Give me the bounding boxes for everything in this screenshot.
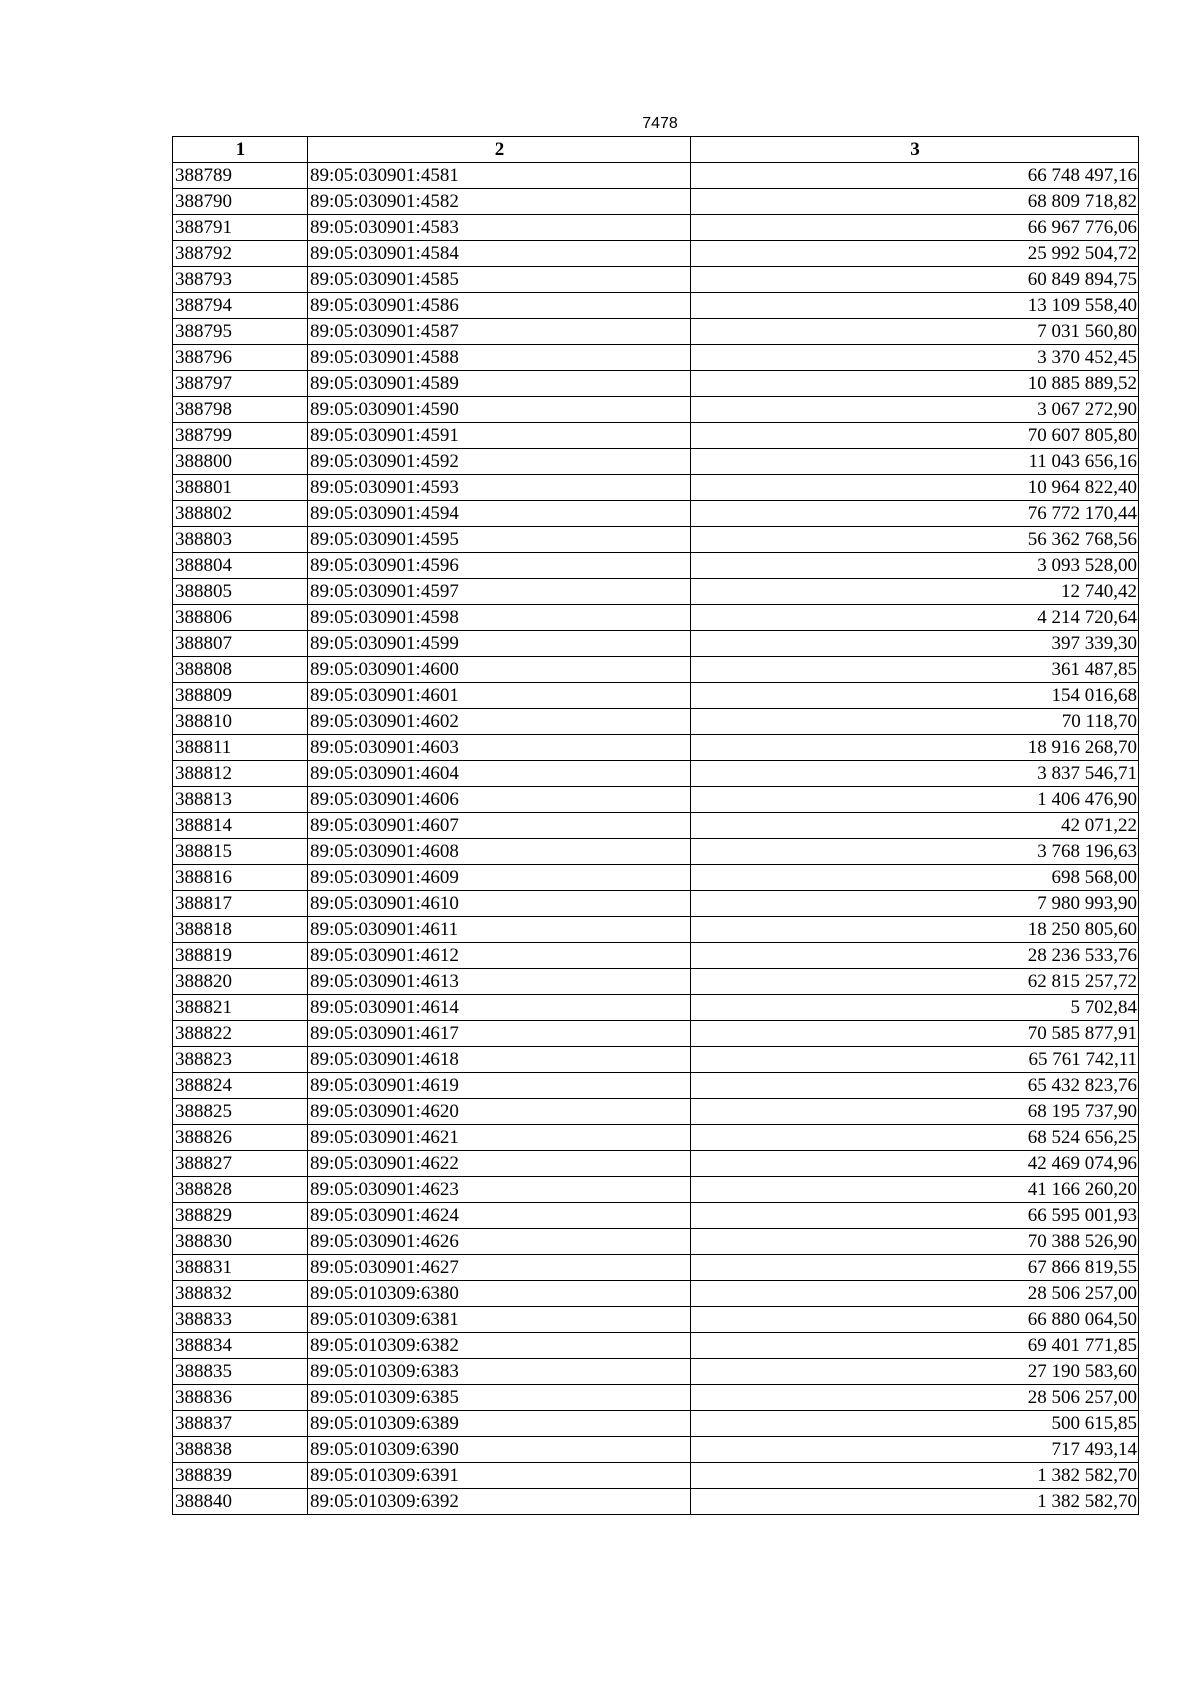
value-cell: 12 740,42 — [691, 579, 1139, 605]
header-row — [173, 137, 1139, 163]
row-number-cell: 388800 — [173, 449, 308, 475]
row-number-cell: 388828 — [173, 1177, 308, 1203]
table-row — [173, 813, 1139, 839]
value-cell: 5 702,84 — [691, 995, 1139, 1021]
row-number-cell: 388833 — [173, 1307, 308, 1333]
row-number-cell: 388840 — [173, 1489, 308, 1515]
value-cell: 10 964 822,40 — [691, 475, 1139, 501]
table-row — [173, 761, 1139, 787]
cadastral-number-cell: 89:05:030901:4620 — [308, 1099, 691, 1125]
column-header-3: 3 — [691, 137, 1139, 163]
row-number-cell: 388829 — [173, 1203, 308, 1229]
row-number-cell: 388818 — [173, 917, 308, 943]
value-cell: 3 837 546,71 — [691, 761, 1139, 787]
table-row — [173, 1203, 1139, 1229]
value-cell: 68 195 737,90 — [691, 1099, 1139, 1125]
cadastral-number-cell: 89:05:030901:4597 — [308, 579, 691, 605]
row-number-cell: 388810 — [173, 709, 308, 735]
row-number-cell: 388832 — [173, 1281, 308, 1307]
value-cell: 76 772 170,44 — [691, 501, 1139, 527]
page-number: 7478 — [642, 115, 678, 132]
table-row — [173, 527, 1139, 553]
table-row — [173, 267, 1139, 293]
row-number-cell: 388790 — [173, 189, 308, 215]
table-row — [173, 319, 1139, 345]
value-cell: 154 016,68 — [691, 683, 1139, 709]
cadastral-number-cell: 89:05:030901:4600 — [308, 657, 691, 683]
column-header-2: 2 — [308, 137, 691, 163]
table-row — [173, 839, 1139, 865]
cadastral-number-cell: 89:05:030901:4604 — [308, 761, 691, 787]
value-cell: 11 043 656,16 — [691, 449, 1139, 475]
cadastral-number-cell: 89:05:030901:4626 — [308, 1229, 691, 1255]
cadastral-number-cell: 89:05:030901:4590 — [308, 397, 691, 423]
row-number-cell: 388793 — [173, 267, 308, 293]
row-number-cell: 388804 — [173, 553, 308, 579]
cadastral-number-cell: 89:05:030901:4583 — [308, 215, 691, 241]
value-cell: 18 916 268,70 — [691, 735, 1139, 761]
cadastral-number-cell: 89:05:030901:4608 — [308, 839, 691, 865]
value-cell: 3 768 196,63 — [691, 839, 1139, 865]
row-number-cell: 388798 — [173, 397, 308, 423]
row-number-cell: 388827 — [173, 1151, 308, 1177]
row-number-cell: 388797 — [173, 371, 308, 397]
row-number-cell: 388802 — [173, 501, 308, 527]
cadastral-number-cell: 89:05:030901:4594 — [308, 501, 691, 527]
table-row — [173, 397, 1139, 423]
row-number-cell: 388836 — [173, 1385, 308, 1411]
cadastral-number-cell: 89:05:030901:4599 — [308, 631, 691, 657]
row-number-cell: 388819 — [173, 943, 308, 969]
row-number-cell: 388812 — [173, 761, 308, 787]
table-row — [173, 605, 1139, 631]
table-row — [173, 345, 1139, 371]
value-cell: 70 388 526,90 — [691, 1229, 1139, 1255]
table-row — [173, 1333, 1139, 1359]
row-number-cell: 388822 — [173, 1021, 308, 1047]
table-row — [173, 917, 1139, 943]
table-body — [173, 163, 1139, 1515]
row-number-cell: 388792 — [173, 241, 308, 267]
cadastral-number-cell: 89:05:030901:4618 — [308, 1047, 691, 1073]
value-cell: 18 250 805,60 — [691, 917, 1139, 943]
table-row — [173, 1151, 1139, 1177]
row-number-cell: 388823 — [173, 1047, 308, 1073]
table-row — [173, 215, 1139, 241]
cadastral-number-cell: 89:05:030901:4612 — [308, 943, 691, 969]
table-row — [173, 1359, 1139, 1385]
row-number-cell: 388837 — [173, 1411, 308, 1437]
row-number-cell: 388795 — [173, 319, 308, 345]
row-number-cell: 388834 — [173, 1333, 308, 1359]
value-cell: 68 524 656,25 — [691, 1125, 1139, 1151]
table-row — [173, 709, 1139, 735]
cadastral-number-cell: 89:05:030901:4584 — [308, 241, 691, 267]
value-cell: 717 493,14 — [691, 1437, 1139, 1463]
row-number-cell: 388835 — [173, 1359, 308, 1385]
table-row — [173, 969, 1139, 995]
value-cell: 500 615,85 — [691, 1411, 1139, 1437]
table-row — [173, 1021, 1139, 1047]
value-cell: 1 382 582,70 — [691, 1463, 1139, 1489]
table-row — [173, 293, 1139, 319]
row-number-cell: 388815 — [173, 839, 308, 865]
value-cell: 1 406 476,90 — [691, 787, 1139, 813]
row-number-cell: 388816 — [173, 865, 308, 891]
cadastral-number-cell: 89:05:030901:4582 — [308, 189, 691, 215]
value-cell: 361 487,85 — [691, 657, 1139, 683]
value-cell: 7 031 560,80 — [691, 319, 1139, 345]
value-cell: 3 370 452,45 — [691, 345, 1139, 371]
row-number-cell: 388838 — [173, 1437, 308, 1463]
row-number-cell: 388826 — [173, 1125, 308, 1151]
cadastral-number-cell: 89:05:030901:4596 — [308, 553, 691, 579]
table-row — [173, 1073, 1139, 1099]
table-row — [173, 163, 1139, 189]
row-number-cell: 388803 — [173, 527, 308, 553]
row-number-cell: 388805 — [173, 579, 308, 605]
row-number-cell: 388821 — [173, 995, 308, 1021]
cadastral-number-cell: 89:05:030901:4621 — [308, 1125, 691, 1151]
cadastral-number-cell: 89:05:030901:4589 — [308, 371, 691, 397]
cadastral-number-cell: 89:05:010309:6390 — [308, 1437, 691, 1463]
cadastral-number-cell: 89:05:030901:4624 — [308, 1203, 691, 1229]
table-row — [173, 995, 1139, 1021]
row-number-cell: 388813 — [173, 787, 308, 813]
table-row — [173, 683, 1139, 709]
table-row — [173, 787, 1139, 813]
cadastral-number-cell: 89:05:030901:4607 — [308, 813, 691, 839]
row-number-cell: 388791 — [173, 215, 308, 241]
value-cell: 13 109 558,40 — [691, 293, 1139, 319]
value-cell: 25 992 504,72 — [691, 241, 1139, 267]
row-number-cell: 388817 — [173, 891, 308, 917]
cadastral-number-cell: 89:05:030901:4595 — [308, 527, 691, 553]
table-row — [173, 449, 1139, 475]
value-cell: 397 339,30 — [691, 631, 1139, 657]
table-row — [173, 1385, 1139, 1411]
value-cell: 1 382 582,70 — [691, 1489, 1139, 1515]
table-row — [173, 1489, 1139, 1515]
value-cell: 65 761 742,11 — [691, 1047, 1139, 1073]
value-cell: 67 866 819,55 — [691, 1255, 1139, 1281]
value-cell: 69 401 771,85 — [691, 1333, 1139, 1359]
cadastral-number-cell: 89:05:030901:4581 — [308, 163, 691, 189]
value-cell: 41 166 260,20 — [691, 1177, 1139, 1203]
cadastral-number-cell: 89:05:010309:6385 — [308, 1385, 691, 1411]
value-cell: 28 506 257,00 — [691, 1281, 1139, 1307]
row-number-cell: 388820 — [173, 969, 308, 995]
cadastral-number-cell: 89:05:030901:4593 — [308, 475, 691, 501]
table-row — [173, 1255, 1139, 1281]
table-row — [173, 189, 1139, 215]
value-cell: 28 506 257,00 — [691, 1385, 1139, 1411]
table-row — [173, 657, 1139, 683]
cadastral-number-cell: 89:05:030901:4586 — [308, 293, 691, 319]
value-cell: 28 236 533,76 — [691, 943, 1139, 969]
row-number-cell: 388789 — [173, 163, 308, 189]
table-row — [173, 1047, 1139, 1073]
table-row — [173, 1463, 1139, 1489]
value-cell: 65 432 823,76 — [691, 1073, 1139, 1099]
cadastral-number-cell: 89:05:030901:4602 — [308, 709, 691, 735]
value-cell: 3 093 528,00 — [691, 553, 1139, 579]
table-row — [173, 1281, 1139, 1307]
cadastral-number-cell: 89:05:030901:4603 — [308, 735, 691, 761]
cadastral-number-cell: 89:05:010309:6380 — [308, 1281, 691, 1307]
cadastral-number-cell: 89:05:030901:4588 — [308, 345, 691, 371]
row-number-cell: 388809 — [173, 683, 308, 709]
row-number-cell: 388824 — [173, 1073, 308, 1099]
row-number-cell: 388806 — [173, 605, 308, 631]
cadastral-number-cell: 89:05:030901:4591 — [308, 423, 691, 449]
value-cell: 66 880 064,50 — [691, 1307, 1139, 1333]
table-row — [173, 735, 1139, 761]
row-number-cell: 388814 — [173, 813, 308, 839]
cadastral-number-cell: 89:05:030901:4613 — [308, 969, 691, 995]
cadastral-number-cell: 89:05:010309:6381 — [308, 1307, 691, 1333]
table-row — [173, 891, 1139, 917]
cadastral-number-cell: 89:05:030901:4598 — [308, 605, 691, 631]
table-row — [173, 579, 1139, 605]
value-cell: 70 118,70 — [691, 709, 1139, 735]
cadastral-number-cell: 89:05:030901:4623 — [308, 1177, 691, 1203]
value-cell: 698 568,00 — [691, 865, 1139, 891]
value-cell: 56 362 768,56 — [691, 527, 1139, 553]
row-number-cell: 388799 — [173, 423, 308, 449]
cadastral-number-cell: 89:05:030901:4585 — [308, 267, 691, 293]
table-row — [173, 501, 1139, 527]
row-number-cell: 388830 — [173, 1229, 308, 1255]
table-row — [173, 631, 1139, 657]
value-cell: 7 980 993,90 — [691, 891, 1139, 917]
cadastral-number-cell: 89:05:030901:4617 — [308, 1021, 691, 1047]
table-row — [173, 1411, 1139, 1437]
row-number-cell: 388801 — [173, 475, 308, 501]
cadastral-number-cell: 89:05:010309:6392 — [308, 1489, 691, 1515]
row-number-cell: 388796 — [173, 345, 308, 371]
value-cell: 10 885 889,52 — [691, 371, 1139, 397]
table-row — [173, 1099, 1139, 1125]
cadastral-number-cell: 89:05:030901:4619 — [308, 1073, 691, 1099]
table-row — [173, 1229, 1139, 1255]
table-row — [173, 1437, 1139, 1463]
cadastral-number-cell: 89:05:030901:4609 — [308, 865, 691, 891]
cadastral-number-cell: 89:05:030901:4587 — [308, 319, 691, 345]
column-header-1: 1 — [173, 137, 308, 163]
row-number-cell: 388825 — [173, 1099, 308, 1125]
cadastral-number-cell: 89:05:030901:4611 — [308, 917, 691, 943]
value-cell: 42 071,22 — [691, 813, 1139, 839]
value-cell: 27 190 583,60 — [691, 1359, 1139, 1385]
table-row — [173, 1307, 1139, 1333]
cadastral-number-cell: 89:05:030901:4592 — [308, 449, 691, 475]
value-cell: 66 967 776,06 — [691, 215, 1139, 241]
table-row — [173, 475, 1139, 501]
register-table — [172, 136, 1139, 1515]
cadastral-number-cell: 89:05:030901:4627 — [308, 1255, 691, 1281]
value-cell: 3 067 272,90 — [691, 397, 1139, 423]
table-row — [173, 943, 1139, 969]
row-number-cell: 388794 — [173, 293, 308, 319]
value-cell: 42 469 074,96 — [691, 1151, 1139, 1177]
value-cell: 70 607 805,80 — [691, 423, 1139, 449]
cadastral-number-cell: 89:05:030901:4601 — [308, 683, 691, 709]
cadastral-number-cell: 89:05:030901:4610 — [308, 891, 691, 917]
cadastral-number-cell: 89:05:010309:6383 — [308, 1359, 691, 1385]
value-cell: 60 849 894,75 — [691, 267, 1139, 293]
table-row — [173, 423, 1139, 449]
table-row — [173, 371, 1139, 397]
row-number-cell: 388808 — [173, 657, 308, 683]
cadastral-number-cell: 89:05:010309:6391 — [308, 1463, 691, 1489]
value-cell: 68 809 718,82 — [691, 189, 1139, 215]
cadastral-number-cell: 89:05:030901:4622 — [308, 1151, 691, 1177]
value-cell: 66 748 497,16 — [691, 163, 1139, 189]
value-cell: 70 585 877,91 — [691, 1021, 1139, 1047]
cadastral-number-cell: 89:05:030901:4606 — [308, 787, 691, 813]
row-number-cell: 388831 — [173, 1255, 308, 1281]
table-row — [173, 241, 1139, 267]
row-number-cell: 388807 — [173, 631, 308, 657]
value-cell: 66 595 001,93 — [691, 1203, 1139, 1229]
table-row — [173, 865, 1139, 891]
row-number-cell: 388839 — [173, 1463, 308, 1489]
row-number-cell: 388811 — [173, 735, 308, 761]
cadastral-number-cell: 89:05:030901:4614 — [308, 995, 691, 1021]
table-row — [173, 553, 1139, 579]
value-cell: 62 815 257,72 — [691, 969, 1139, 995]
table-row — [173, 1125, 1139, 1151]
table-header — [173, 137, 1139, 163]
cadastral-number-cell: 89:05:010309:6389 — [308, 1411, 691, 1437]
value-cell: 4 214 720,64 — [691, 605, 1139, 631]
cadastral-number-cell: 89:05:010309:6382 — [308, 1333, 691, 1359]
table-row — [173, 1177, 1139, 1203]
